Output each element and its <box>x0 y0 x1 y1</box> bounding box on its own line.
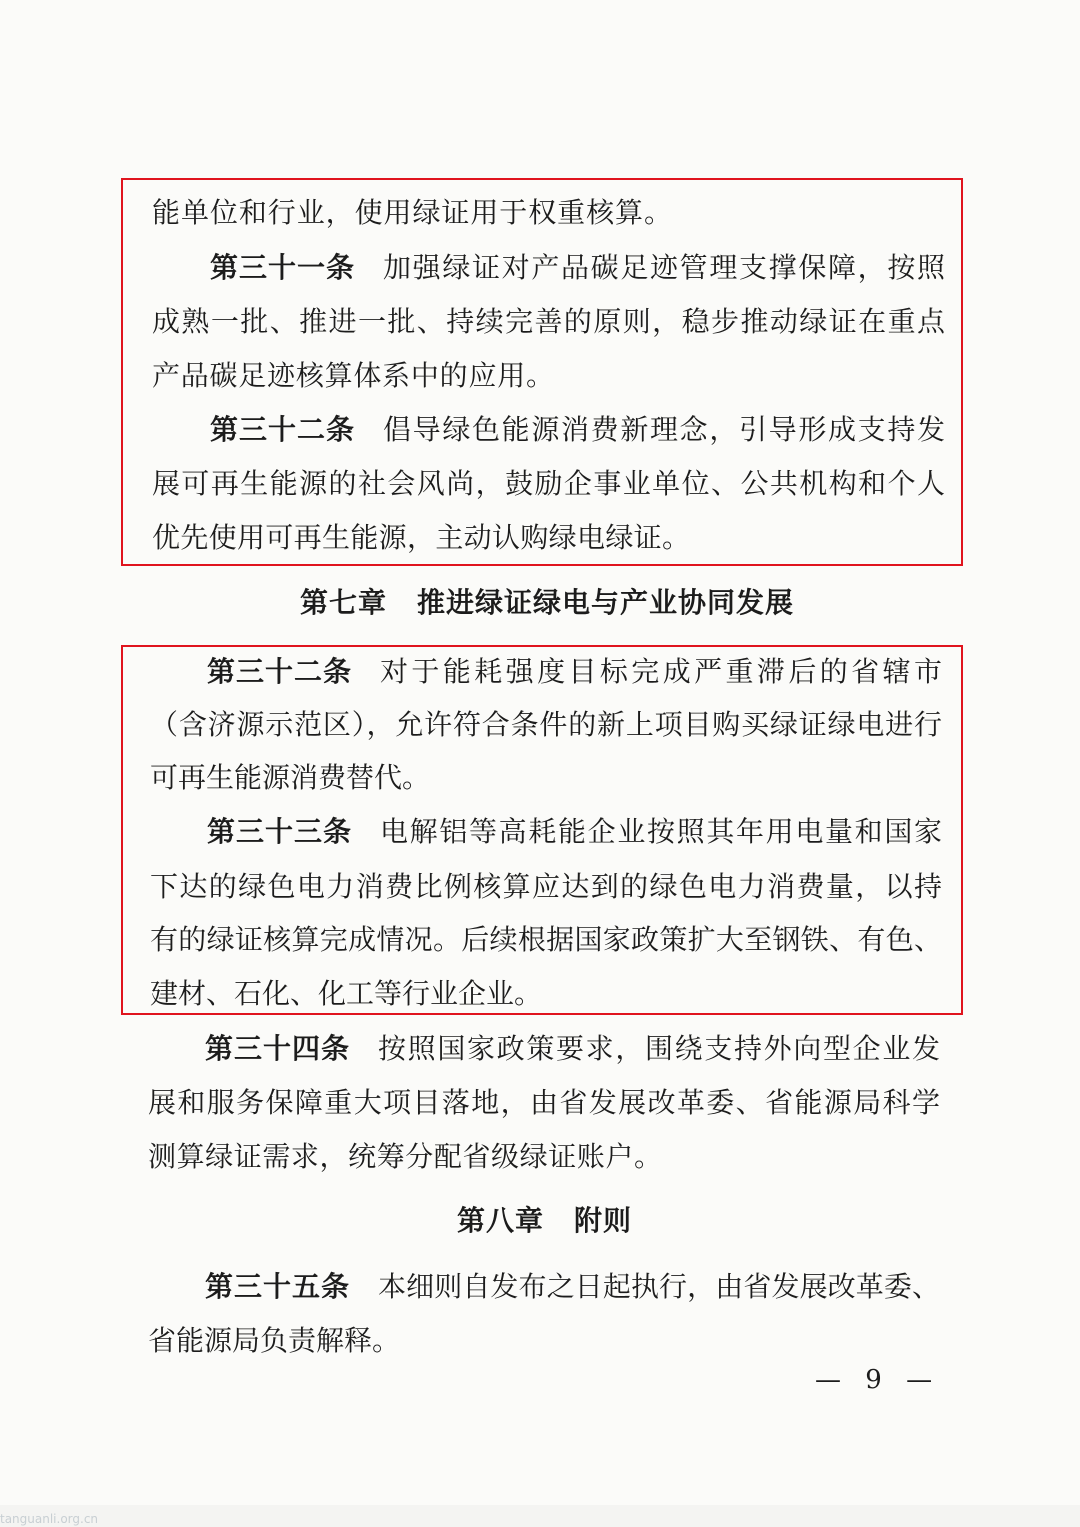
article-label: 第三十二条 <box>210 413 356 446</box>
article-34 <box>205 1032 940 1066</box>
text-line: 能单位和行业，使用绿证用于权重核算。 <box>152 196 672 229</box>
text-line: 成熟一批、推进一批、持续完善的原则，稳步推动绿证在重点 <box>152 305 945 338</box>
text-line: 展可再生能源的社会风尚，鼓励企事业单位、公共机构和个人 <box>152 467 945 500</box>
article-31 <box>210 251 945 285</box>
article-label: 第三十一条 <box>210 251 356 284</box>
article-label: 第三十四条 <box>205 1032 351 1065</box>
text-line: 按照国家政策要求，围绕支持外向型企业发 <box>378 1032 940 1065</box>
text-line: 优先使用可再生能源，主动认购绿电绿证。 <box>152 521 690 554</box>
article-label: 第三十二条 <box>207 655 353 688</box>
text-line: （含济源示范区），允许符合条件的新上项目购买绿证绿电进行 <box>150 708 942 741</box>
text-line: 省能源局负责解释。 <box>148 1324 401 1357</box>
article-label: 第三十五条 <box>205 1270 351 1303</box>
text-line: 测算绿证需求，统筹分配省级绿证账户。 <box>148 1140 662 1173</box>
text-line: 可再生能源消费替代。 <box>150 761 431 794</box>
text-line: 电解铝等高耗能企业按照其年用电量和国家 <box>380 815 942 848</box>
article-label: 第三十三条 <box>207 815 353 848</box>
watermark: tanguanli.org.cn <box>0 1512 99 1526</box>
text-line: 下达的绿色电力消费比例核算应达到的绿色电力消费量，以持 <box>150 870 942 903</box>
text-line: 本细则自发布之日起执行，由省发展改革委、 <box>378 1270 940 1303</box>
text-line: 建材、石化、化工等行业企业。 <box>150 977 543 1010</box>
text-line: 加强绿证对产品碳足迹管理支撑保障，按照 <box>383 251 945 284</box>
text-line: 对于能耗强度目标完成严重滞后的省辖市 <box>380 655 942 688</box>
article-32-b <box>207 655 942 689</box>
article-32 <box>210 413 945 447</box>
chapter-8-heading <box>457 1204 632 1238</box>
chapter-7-heading <box>300 586 794 620</box>
article-33 <box>207 815 942 849</box>
text-line: 倡导绿色能源消费新理念，引导形成支持发 <box>383 413 945 446</box>
text-line: 有的绿证核算完成情况。后续根据国家政策扩大至钢铁、有色、 <box>150 923 942 956</box>
chapter-number: 第八章 <box>457 1204 545 1237</box>
text-line: 展和服务保障重大项目落地，由省发展改革委、省能源局科学 <box>148 1086 940 1119</box>
article-35 <box>205 1270 940 1304</box>
page-number: — 9 — <box>815 1365 941 1395</box>
text-line: 产品碳足迹核算体系中的应用。 <box>152 359 554 392</box>
chapter-number: 第七章 <box>300 586 388 619</box>
chapter-title: 附则 <box>574 1204 633 1237</box>
chapter-title: 推进绿证绿电与产业协同发展 <box>417 586 795 619</box>
scan-edge <box>0 1505 1080 1527</box>
